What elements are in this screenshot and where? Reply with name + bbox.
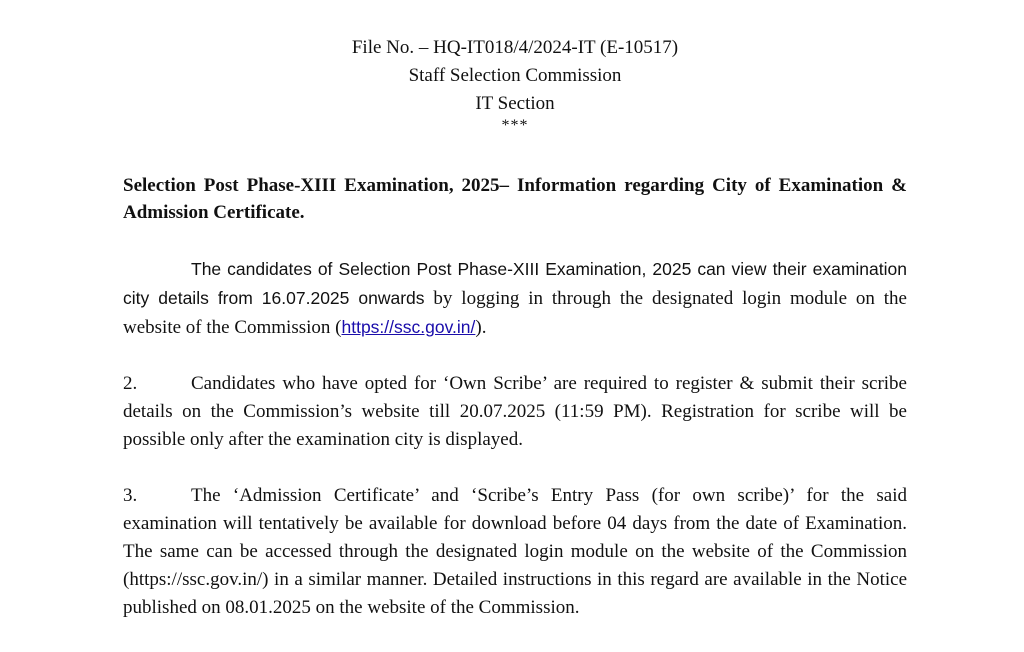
- paragraph-2: [123, 370, 907, 454]
- document-header: [123, 34, 907, 134]
- notice-document: [123, 34, 907, 622]
- paragraph-1-text-b: by logging in through the designated login module on the website of the Commission (: [123, 288, 907, 338]
- notice-subject: Selection Post Phase-XIII Examination, 2025– Information regarding City of Examination & Admission Certificate.: [123, 175, 907, 223]
- organization-name: Staff Selection Commission: [408, 65, 622, 86]
- paragraph-1-text-c: ).: [475, 317, 487, 338]
- paragraph-1-text-a: The candidates of Selection Post Phase-XIII Examination, 2025 can view their examination city details from 16.07.2025 onwards: [123, 259, 907, 308]
- paragraph-1: [123, 255, 907, 342]
- paragraph-2-text: Candidates who have opted for ‘Own Scribe’ are required to register & submit their scribe details on the Commission’s website till 20.07.2025 (11:59 PM). Registration for scribe will be possible only after the examination city is displayed.: [123, 373, 907, 450]
- ssc-website-link[interactable]: https://ssc.gov.in/: [341, 317, 476, 337]
- paragraph-3-number: 3.: [123, 485, 138, 506]
- header-separator: ***: [501, 117, 529, 134]
- section-name: IT Section: [475, 93, 555, 114]
- file-number: File No. – HQ-IT018/4/2024-IT (E-10517): [351, 37, 679, 58]
- paragraph-3: [123, 482, 907, 622]
- paragraph-3-text: The ‘Admission Certificate’ and ‘Scribe’s Entry Pass (for own scribe)’ for the said examination will tentatively be available for download before 04 days from the date of Examination. The same can be accessed through the designated login module on the website of the Commission (https://ssc.gov.in/) in a similar manner. Detailed instructions in this regard are available in the Notice published on 08.01.2025 on the website of the Commission.: [123, 485, 907, 618]
- paragraph-2-number: 2.: [123, 373, 138, 394]
